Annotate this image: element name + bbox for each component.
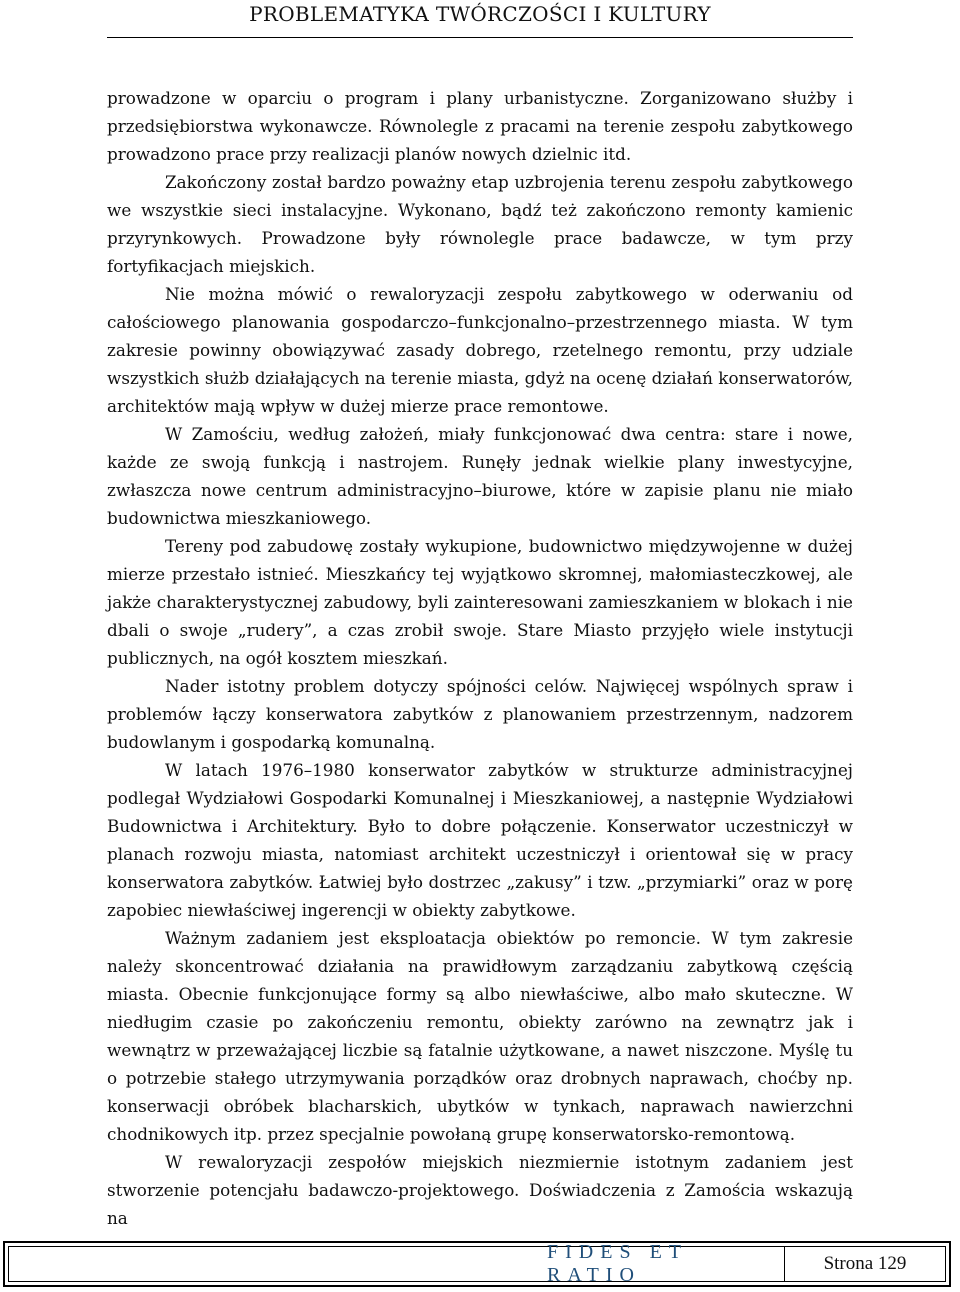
article-body — [107, 84, 853, 1232]
page-footer — [3, 1241, 951, 1287]
paragraph-4: W Zamościu, według założeń, miały funkcjonować dwa centra: stare i nowe, każde ze swoją funkcją i nastrojem. Runęły jednak wielkie plany inwestycyjne, zwłaszcza nowe centrum administracyjno–biurowe, które w zapisie planu nie miało budownictwa mieszkaniowego. — [107, 424, 853, 528]
footer-inner-border — [8, 1241, 946, 1286]
paragraph-2: Zakończony został bardzo poważny etap uzbrojenia terenu zespołu zabytkowego we wszystkie sieci instalacyjne. Wykonano, bądź też zakończono remonty kamienic przyrynkowych. Prowadzone były równolegle prace badawcze, w tym przy fortyfikacjach miejskich. — [107, 172, 853, 276]
paragraph-3: Nie można mówić o rewaloryzacji zespołu zabytkowego w oderwaniu od całościowego planowania gospodarczo–funkcjonalno–przestrzennego miasta. W tym zakresie powinny obowiązywać zasady dobrego, rzetelnego remontu, przy udziale wszystkich służb działających na terenie miasta, gdyż na ocenę działań konserwatorów, architektów mają wpływ w dużej mierze prace remontowe. — [107, 284, 853, 416]
footer-motto: FIDES ET RATIO — [547, 1247, 785, 1281]
paragraph-6: Nader istotny problem dotyczy spójności celów. Najwięcej wspólnych spraw i problemów łączy konserwatora zabytków z planowaniem przestrzennym, nadzorem budowlanym i gospodarką komunalną. — [107, 676, 853, 752]
paragraph-9: W rewaloryzacji zespołów miejskich niezmiernie istotnym zadaniem jest stworzenie potencjału badawczo-projektowego. Doświadczenia z Zamościa wskazują na — [107, 1152, 853, 1228]
running-header: PROBLEMATYKA TWÓRCZOŚCI I KULTURY — [249, 2, 711, 26]
paragraph-1: prowadzone w oparciu o program i plany urbanistyczne. Zorganizowano służby i przedsiębiorstwa wykonawcze. Równolegle z pracami na terenie zespołu zabytkowego prowadzono prace przy realizacji planów nowych dzielnic itd. — [107, 88, 853, 164]
header-rule — [107, 37, 853, 38]
page-number: Strona 129 — [823, 1253, 907, 1274]
paragraph-5: Tereny pod zabudowę zostały wykupione, budownictwo międzywojenne w dużej mierze przestało istnieć. Mieszkańcy tej wyjątkowo skromnej, małomiasteczkowej, ale jakże charakterystycznej zabudowy, byli zainteresowani zamieszkaniem w blokach i nie dbali o swoje „rudery”, a czas zrobił swoje. Stare Miasto przyjęło wiele instytucji publicznych, na ogół kosztem mieszkań. — [107, 536, 853, 668]
paragraph-8: Ważnym zadaniem jest eksploatacja obiektów po remoncie. W tym zakresie należy skoncentrować działania na prawidłowym zarządzaniu zabytkową częścią miasta. Obecnie funkcjonujące formy są albo niewłaściwe, albo mało skuteczne. W niedługim czasie po zakończeniu remontu, obiekty zarówno na zewnątrz jak i wewnątrz w przeważającej liczbie są fatalnie użytkowane, a nawet niszczone. Myślę tu o potrzebie stałego utrzymywania porządków oraz drobnych naprawach, choćby np. konserwacji obróbek blacharskich, ubytków w tynkach, naprawach nawierzchni chodnikowych itp. przez specjalnie powołaną grupę konserwatorsko-remontową. — [107, 928, 853, 1144]
paragraph-7: W latach 1976–1980 konserwator zabytków w strukturze administracyjnej podlegał Wydziałowi Gospodarki Komunalnej i Mieszkaniowej, a następnie Wydziałowi Budownictwa i Architektury. Było to dobre połączenie. Konserwator uczestniczył w planach rozwoju miasta, natomiast architekt uczestniczył i orientował się w pracy konserwatora zabytków. Łatwiej było dostrzec „zakusy” i tzw. „przymiarki” oraz w porę zapobiec niewłaściwej ingerencji w obiekty zabytkowe. — [107, 760, 853, 920]
